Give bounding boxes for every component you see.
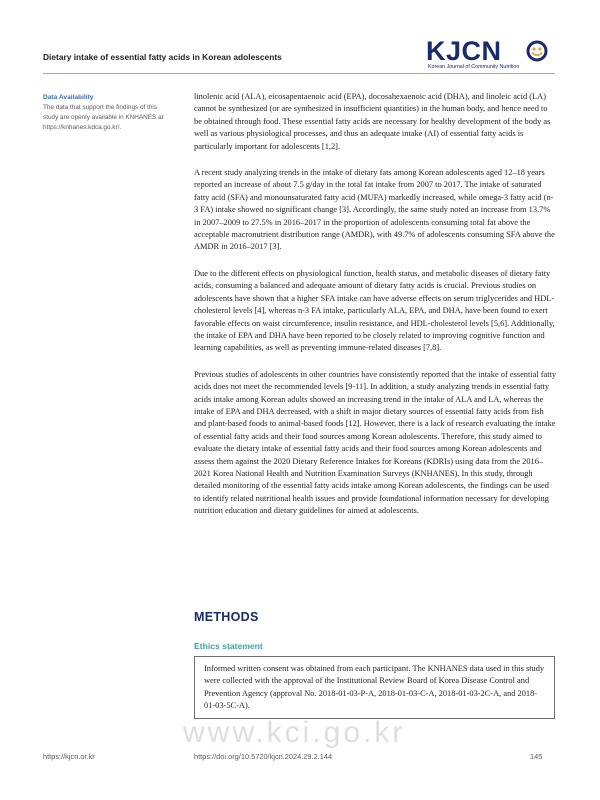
watermark: www.kci.go.kr (183, 716, 406, 749)
footer-doi-link[interactable]: https://doi.org/10.5720/kjcn.2024.29.2.144 (194, 752, 333, 761)
section-heading-methods: METHODS (194, 610, 259, 624)
logo-wordmark: KJCN (426, 36, 502, 66)
page-number: 145 (530, 752, 543, 761)
ethics-statement-box: Informed written consent was obtained from each participant. The KNHANES data used in this study were collected with the approval of the Institutional Review Board of Korea Disease Control and Prevention Agency (approval No. 2018-01-03-P-A, 2018-01-03-C-A, 2018-01-03-2C-A, and 2018-01-03-5C-A). (194, 656, 555, 719)
data-availability-title: Data Availability (43, 94, 94, 101)
smiley-icon (525, 39, 549, 63)
subsection-heading-ethics: Ethics statement (194, 641, 263, 651)
body-text (194, 91, 557, 532)
paragraph: Due to the different effects on physiological function, health status, and metabolic diseases of dietary fatty acids, consuming a balanced and adequate amount of dietary fatty acids is crucial. Previous studies on adolescents have shown that a higher SFA intake can have adverse effects on serum triglycerides and HDL-cholesterol levels [4], whereas n-3 FA intake, particularly ALA, EPA, and DHA, have been found to exert favorable effects on waist circumference, insulin resistance, and HDL-cholesterol levels [5,6]. Additionally, the intake of EPA and DHA have been reported to be closely related to improving cognitive function and learning capabilities, as well as preventing immune-related diseases [7,8]. (194, 268, 555, 353)
running-title: Dietary intake of essential fatty acids in Korean adolescents (43, 52, 282, 62)
footer-site-link[interactable]: https://kjcn.or.kr (43, 752, 95, 761)
logo-subtitle: Korean Journal of Community Nutrition (428, 64, 520, 70)
header-divider (43, 73, 555, 74)
data-availability-text: The data that support the findings of this study are openly available in KNHANES at https://knhanes.kdca.go.kr/. (43, 104, 164, 132)
paragraph: Previous studies of adolescents in other countries have consistently reported that the intake of essential fatty acids does not meet the recommended levels [9-11]. In addition, a study analyzing trends in essential fatty acids intake among Korean adults showed an increasing trend in the intake of ALA and LA, whereas the intake of EPA and DHA decreased, with a shift in major dietary sources of essential fatty acids from fish and plant-based foods to animal-based foods [12]. However, there is a lack of research evaluating the intake of essential fatty acids and their food sources among Korean adolescents. Therefore, this study aimed to evaluate the dietary intake of essential fatty acids and their food sources among Korean adolescents and assess them against the 2020 Dietary Reference Intakes for Koreans (KDRIs) using data from the 2016–2021 Korea National Health and Nutrition Examination Surveys (KNHANES). In this study, through detailed monitoring of the essential fatty acids intake among Korean adolescents, the findings can be used to identify related nutritional health issues and provide foundational information necessary for developing nutrition education and dietary guidelines for aimed at adolescents. (194, 369, 557, 516)
paragraph: A recent study analyzing trends in the intake of dietary fats among Korean adolescents aged 12–18 years reported an increase of about 7.5 g/day in the total fat intake from 2007 to 2017. The intake of saturated fatty acid (SFA) and monounsaturated fatty acid (MUFA) markedly increased, while omega-3 fatty acid (n-3 FA) intake showed no significant change [3]. Accordingly, the same study noted an increase from 13.7% in 2007–2009 to 27.5% in 2016–2017 in the proportion of adolescents consuming total fat above the acceptable macronutrient distribution range (AMDR), with 49.7% of adolescents consuming SFA above the AMDR in 2016–2017 [3]. (194, 168, 555, 252)
journal-logo (420, 36, 560, 76)
data-availability-note (43, 93, 168, 134)
paragraph: linolenic acid (ALA), eicosapentaenoic acid (EPA), docosahexaenoic acid (DHA), and linoleic acid (LA) cannot be synthesized (or are synthesized in insufficient quantities) in the human body, and hence need to be obtained through food. These essential fatty acids are necessary for healthy development of the body as well as various physiological processes, and thus an adequate intake (AI) of essential fatty acids is particularly important for adolescents [1,2]. (194, 92, 551, 151)
